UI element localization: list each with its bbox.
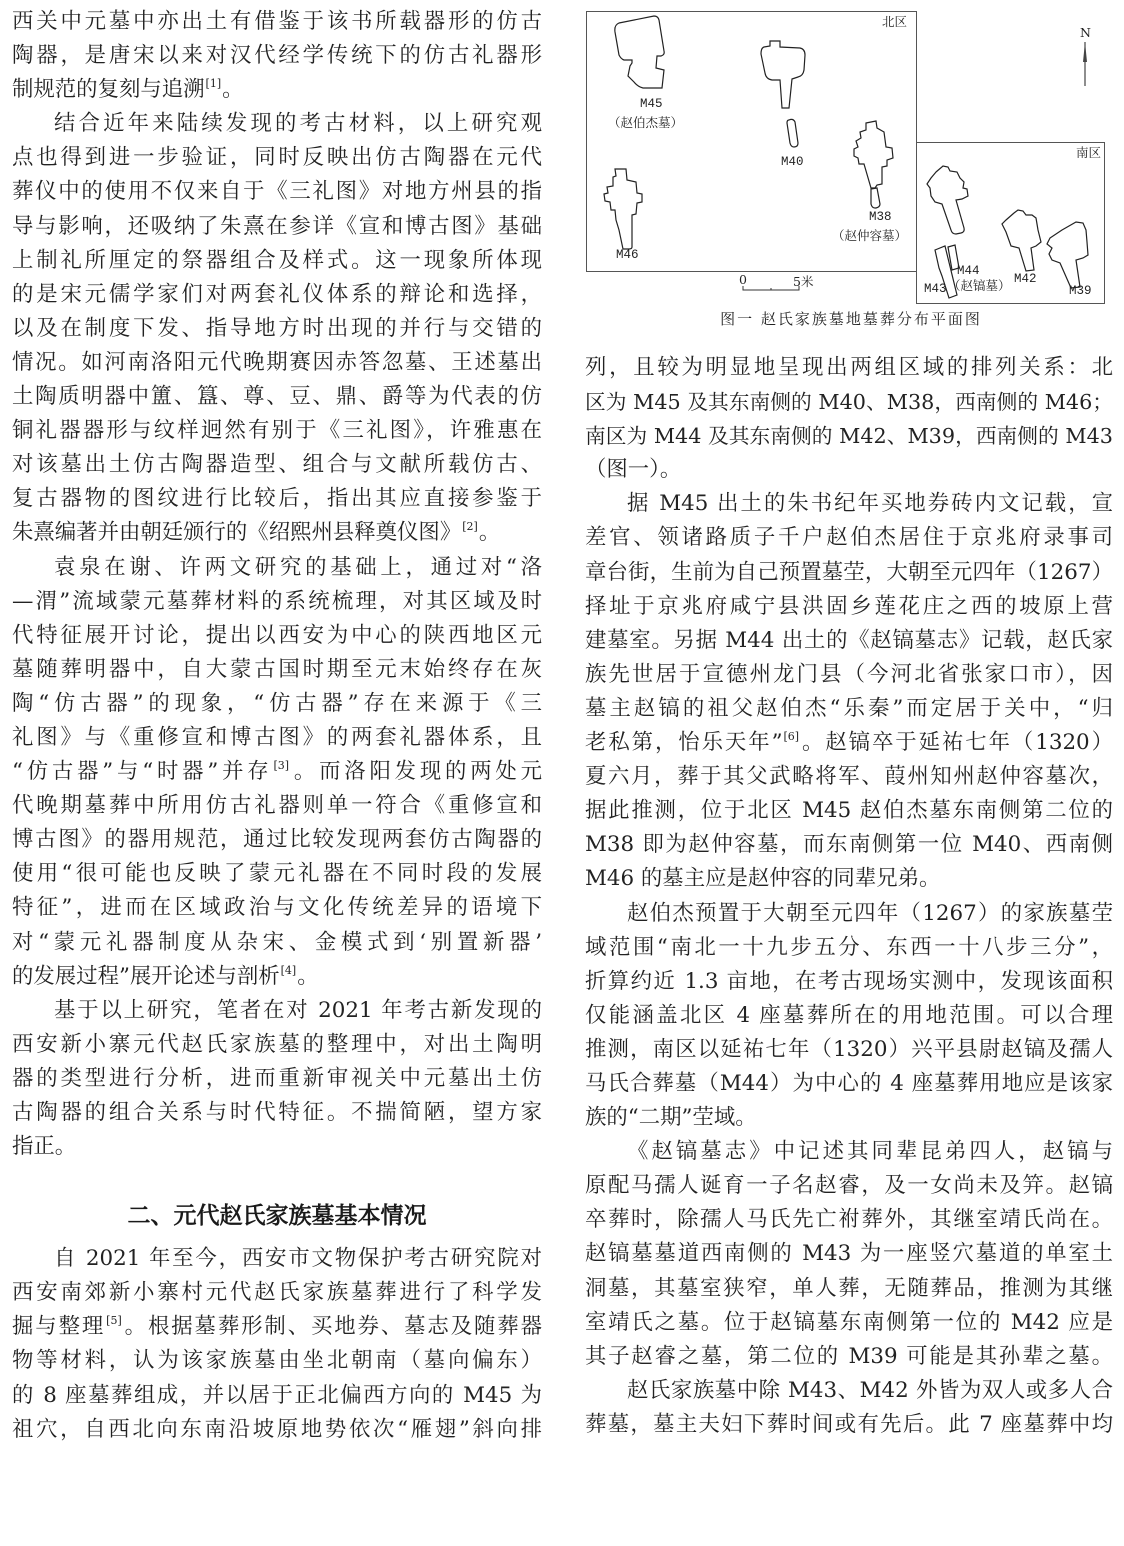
scale-zero-label: 0 xyxy=(739,272,747,287)
text-line xyxy=(12,994,542,1028)
tomb-map xyxy=(586,10,1116,310)
line-text: 制规范的复刻与追溯 xyxy=(12,77,205,103)
line-text: 据 M45 出土的朱书纪年买地券砖内文记载，宣 xyxy=(627,491,1113,517)
text-line xyxy=(12,141,542,175)
text-line xyxy=(12,5,542,39)
citation-ref[interactable]: [5] xyxy=(106,1314,122,1328)
text-line xyxy=(12,312,542,346)
text-line xyxy=(585,624,1113,658)
tomb-label-m44: M44 xyxy=(957,264,980,278)
text-line xyxy=(12,346,542,380)
line-text: 马氏合葬墓（M44）为中心的 4 座墓葬用地应是该家 xyxy=(585,1070,1113,1096)
text-line xyxy=(585,1306,1113,1340)
line-text: 其子赵睿之墓，第二位的 M39 可能是其孙辈之墓。 xyxy=(585,1343,1113,1369)
line-text: 洞墓，其墓室狭窄，单人葬，无随葬品，推测为其继 xyxy=(585,1275,1113,1301)
line-text: 袁泉在谢、许两文研究的基础上，通过对“洛 xyxy=(54,554,542,580)
text-line xyxy=(585,760,1113,794)
line-text: 复古器物的图纹进行比较后，指出其应直接参鉴于 xyxy=(12,486,542,512)
line-text: 夏六月，葬于其父武略将军、葭州知州赵仲容墓次， xyxy=(585,764,1113,790)
line-text: “仿古器”与“时器”并存 xyxy=(12,759,273,785)
text-line xyxy=(12,380,542,414)
text-line xyxy=(585,487,1113,521)
text-line xyxy=(585,521,1113,555)
text-line xyxy=(585,1340,1113,1374)
text-line xyxy=(12,414,542,448)
text-line xyxy=(585,862,1113,896)
citation-ref[interactable]: [2] xyxy=(462,520,478,534)
line-text: 掘与整理 xyxy=(12,1314,106,1340)
text-line xyxy=(585,351,1113,385)
line-text: 墓随葬明器中，自大蒙古国时期至元末始终存在灰 xyxy=(12,656,542,682)
text-line xyxy=(12,960,542,994)
line-text-after-ref: 。赵镐卒于延祐七年（1320） xyxy=(800,730,1113,756)
text-line xyxy=(12,1379,542,1413)
line-text: 折算约近 1.3 亩地，在考古现场实测中，发现该面积 xyxy=(585,968,1113,994)
section-heading: 二、元代赵氏家族墓基本情况 xyxy=(127,1203,427,1230)
citation-ref[interactable]: [6] xyxy=(783,730,800,744)
text-line xyxy=(12,926,542,960)
line-text: 据此推测，位于北区 M45 赵伯杰墓东南侧第二位的 xyxy=(585,798,1113,824)
line-text: 族先世居于宣德州龙门县（今河北省张家口市），因 xyxy=(585,661,1113,687)
line-text: M38 即为赵仲容墓，而东南侧第一位 M40、西南侧 xyxy=(585,832,1113,858)
text-line xyxy=(12,789,542,823)
line-text: 室靖氏之墓。位于赵镐墓东南侧第一位的 M42 应是 xyxy=(585,1309,1113,1335)
citation-ref[interactable]: [1] xyxy=(205,77,222,91)
tomb-label-m45: M45 xyxy=(640,97,663,111)
line-text: 以及在制度下发、指导地方时出现的并行与交错的 xyxy=(12,315,542,341)
text-line xyxy=(585,1067,1113,1101)
line-text: 铜礼器器形与纹样迥然有别于《三礼图》，许雅惠在 xyxy=(12,418,542,444)
line-text: 博古图》的器用规范，通过比较发现两套仿古陶器的 xyxy=(12,827,542,853)
line-text: 土陶质明器中簠、簋、尊、豆、鼎、爵等为代表的仿 xyxy=(12,384,542,410)
tomb-label-m43: M43 xyxy=(924,282,947,296)
text-line xyxy=(585,794,1113,828)
text-line xyxy=(12,891,542,925)
text-line xyxy=(12,619,542,653)
north-arrow-head xyxy=(1083,42,1087,62)
text-line xyxy=(585,897,1113,931)
text-line xyxy=(12,687,542,721)
tomb-note-m44: （赵镐墓） xyxy=(948,278,1011,293)
line-text: 导与影响，还吸纳了朱熹在参详《宣和博古图》基础 xyxy=(12,213,542,239)
line-text-after-ref: 。 xyxy=(478,520,501,546)
line-text: 西安新小寨元代赵氏家族墓的整理中，对出土陶明 xyxy=(12,1031,542,1057)
line-text: 西关中元墓中亦出土有借鉴于该书所载器形的仿古 xyxy=(12,9,542,34)
line-text: 域范围“南北一十九步五分、东西一十八步三分”， xyxy=(585,934,1113,960)
line-text: 基于以上研究，笔者在对 2021 年考古新发现的 xyxy=(54,997,542,1023)
text-line xyxy=(12,1028,542,1062)
line-text: 赵镐墓墓道西南侧的 M43 为一座竖穴墓道的单室土 xyxy=(585,1241,1113,1267)
line-text: 上制礼所厘定的祭器组合及样式。这一现象所体现 xyxy=(12,247,542,273)
line-text: 的是宋元儒学家们对两套礼仪体系的辩论和选择， xyxy=(12,281,542,307)
text-line xyxy=(12,1344,542,1378)
text-line xyxy=(12,653,542,687)
line-text: 老私第，怡乐天年” xyxy=(585,730,783,756)
text-line xyxy=(12,482,542,516)
tomb-label-m42: M42 xyxy=(1014,272,1037,286)
text-line xyxy=(585,1033,1113,1067)
text-line xyxy=(585,385,1113,419)
text-line xyxy=(12,1096,542,1130)
line-text-after-ref: 。根据墓葬形制、买地券、墓志及随葬器 xyxy=(122,1314,542,1340)
text-line xyxy=(585,1135,1113,1169)
text-line xyxy=(585,453,1113,487)
text-line xyxy=(12,244,542,278)
line-text: 代晚期墓葬中所用仿古礼器则单一符合《重修宣和 xyxy=(12,793,542,819)
line-text: —渭”流域蒙元墓葬材料的系统梳理，对其区域及时 xyxy=(12,588,542,614)
line-text: 礼图》与《重修宣和博古图》的两套礼器体系，且 xyxy=(12,724,542,750)
text-line xyxy=(585,1374,1113,1408)
line-text: 列，且较为明显地呈现出两组区域的排列关系：北 xyxy=(585,355,1113,380)
text-line xyxy=(585,1203,1113,1237)
tomb-outline-m38-small xyxy=(871,188,880,208)
text-line xyxy=(585,1408,1113,1442)
tomb-outline-m40 xyxy=(761,41,805,108)
line-text: 陶器，是唐宋以来对汉代经学传统下的仿古礼器形 xyxy=(12,43,542,69)
figure-tomb-distribution-map xyxy=(586,10,1116,340)
line-text: 使用“很可能也反映了蒙元礼器在不同时段的发展 xyxy=(12,861,542,887)
tomb-label-m40: M40 xyxy=(781,155,804,169)
line-text-after-ref: 。 xyxy=(222,77,244,103)
line-text: 点也得到进一步验证，同时反映出仿古陶器在元代 xyxy=(12,145,542,171)
tomb-outline-m46 xyxy=(604,169,642,249)
tomb-label-m38: M38 xyxy=(869,210,892,224)
line-text: 对该墓出土仿古陶器造型、组合与文献所载仿古、 xyxy=(12,452,542,478)
text-line xyxy=(12,448,542,482)
text-line xyxy=(12,210,542,244)
line-text: 建墓室。另据 M44 出土的《赵镐墓志》记载，赵氏家 xyxy=(585,627,1113,653)
text-line xyxy=(12,516,542,550)
line-text: （图一）。 xyxy=(585,457,682,483)
text-line xyxy=(585,999,1113,1033)
text-line xyxy=(585,692,1113,726)
text-line xyxy=(12,1130,542,1164)
text-line xyxy=(585,556,1113,590)
text-line xyxy=(12,1276,542,1310)
text-line xyxy=(585,419,1113,453)
tomb-outline-m38 xyxy=(854,121,893,188)
scale-end-label: 5米 xyxy=(793,274,814,289)
citation-ref[interactable]: [4] xyxy=(280,963,297,977)
line-text: M46 的墓主应是赵仲容的同辈兄弟。 xyxy=(585,866,941,892)
line-text: 特征”，进而在区域政治与文化传统差异的语境下 xyxy=(12,895,542,921)
line-text-after-ref: 。而洛阳发现的两处元 xyxy=(290,759,542,785)
text-line xyxy=(585,590,1113,624)
line-text-after-ref: 。 xyxy=(297,963,319,989)
line-text: 墓主赵镐的祖父赵伯杰“乐秦”而定居于关中，“归 xyxy=(585,695,1113,721)
tomb-outline-m45 xyxy=(615,16,664,88)
line-text: 区为 M45 及其东南侧的 M40、M38，西南侧的 M46； xyxy=(585,390,1113,415)
line-text: 仅能涵盖北区 4 座墓葬所在的用地范围。可以合理 xyxy=(585,1002,1113,1028)
line-text: 葬仪中的使用不仅来自于《三礼图》对地方州县的指 xyxy=(12,179,542,205)
text-line xyxy=(585,726,1113,760)
text-line xyxy=(585,658,1113,692)
text-line xyxy=(12,585,542,619)
line-text: 推测，南区以延祐七年（1320）兴平县尉赵镐及孺人 xyxy=(585,1036,1113,1062)
text-line xyxy=(585,1237,1113,1271)
text-line xyxy=(12,823,542,857)
tomb-label-m39: M39 xyxy=(1069,284,1092,298)
line-text: 的发展过程”展开论述与剖析 xyxy=(12,963,280,989)
text-line xyxy=(12,857,542,891)
text-line xyxy=(585,828,1113,862)
line-text: 赵伯杰预置于大朝至元四年（1267）的家族墓茔 xyxy=(627,900,1113,926)
line-text: 赵氏家族墓中除 M43、M42 外皆为双人或多人合 xyxy=(627,1377,1113,1403)
text-line xyxy=(12,721,542,755)
text-line xyxy=(585,1101,1113,1135)
north-zone-label: 北区 xyxy=(882,14,908,29)
line-text: 卒葬时，除孺人马氏先亡祔葬外，其继室靖氏尚在。 xyxy=(585,1207,1113,1233)
tomb-note-m45: （赵伯杰墓） xyxy=(608,115,684,130)
text-line xyxy=(12,1062,542,1096)
text-line xyxy=(12,73,542,107)
line-text: 对“蒙元礼器制度从杂宋、金模式到‘别置新器’ xyxy=(12,929,542,955)
line-text: 情况。如河南洛阳元代晚期赛因赤答忽墓、王述墓出 xyxy=(12,349,542,375)
line-text: 陶“仿古器”的现象，“仿古器”存在来源于《三 xyxy=(12,690,542,716)
text-line xyxy=(12,175,542,209)
line-text: 器的类型进行分析，进而重新审视关中元墓出土仿 xyxy=(12,1065,542,1091)
figure-caption: 图一 赵氏家族墓地墓葬分布平面图 xyxy=(720,310,982,328)
line-text: 代特征展开讨论，提出以西安为中心的陕西地区元 xyxy=(12,622,542,648)
text-line xyxy=(12,551,542,585)
citation-ref[interactable]: [3] xyxy=(273,759,290,773)
line-text: 指正。 xyxy=(12,1134,77,1160)
line-text: 南区为 M44 及其东南侧的 M42、M39，西南侧的 M43 xyxy=(585,424,1113,449)
text-line xyxy=(12,1413,542,1447)
line-text: 古陶器的组合关系与时代特征。不揣简陋，望方家 xyxy=(12,1100,542,1125)
line-text: 西安南郊新小寨村元代赵氏家族墓葬进行了科学发 xyxy=(12,1280,542,1306)
line-text: 族的“二期”茔域。 xyxy=(585,1105,757,1131)
north-arrow-label: N xyxy=(1080,25,1091,40)
line-text: 物等材料，认为该家族墓由坐北朝南（墓向偏东） xyxy=(12,1348,542,1374)
line-text: 《赵镐墓志》中记述其同辈昆弟四人，赵镐与 xyxy=(627,1139,1113,1165)
line-text: 差官、领诸路质子千户赵伯杰居住于京兆府录事司 xyxy=(585,525,1113,551)
line-text: 朱熹编著并由朝廷颁行的《绍熙州县释奠仪图》 xyxy=(12,520,462,546)
text-line xyxy=(585,1169,1113,1203)
line-text: 结合近年来陆续发现的考古材料，以上研究观 xyxy=(54,111,542,137)
text-line xyxy=(12,278,542,312)
line-text: 择址于京兆府咸宁县洪固乡莲花庄之西的坡原上营 xyxy=(585,593,1113,619)
right-column xyxy=(585,351,1113,1442)
text-line xyxy=(585,1272,1113,1306)
line-text: 祖穴，自西北向东南沿坡原地势依次“雁翅”斜向排 xyxy=(12,1416,542,1442)
text-line xyxy=(12,1310,542,1344)
south-zone-label: 南区 xyxy=(1076,145,1102,160)
text-line xyxy=(585,931,1113,965)
left-column xyxy=(12,5,542,1447)
text-line xyxy=(12,39,542,73)
section-gap xyxy=(12,1164,542,1186)
tomb-note-m38: （赵仲容墓） xyxy=(832,228,908,243)
text-line xyxy=(12,755,542,789)
line-text: 自 2021 年至今，西安市文物保护考古研究院对 xyxy=(54,1246,542,1272)
text-line xyxy=(585,965,1113,999)
line-text: 葬墓，墓主夫妇下葬时间或有先后。此 7 座墓葬中均 xyxy=(585,1411,1113,1437)
text-line xyxy=(12,1242,542,1276)
line-text: 原配马孺人诞育一子名赵睿，及一女尚未及笄。赵镐 xyxy=(585,1173,1113,1199)
line-text: 的 8 座墓葬组成，并以居于正北偏西方向的 M45 为 xyxy=(12,1382,542,1408)
tomb-label-m46: M46 xyxy=(616,248,639,262)
line-text: 章台街，生前为自己预置墓茔，大朝至元四年（1267） xyxy=(585,559,1113,585)
tomb-outline-m40-small xyxy=(787,119,798,147)
text-line xyxy=(12,107,542,141)
